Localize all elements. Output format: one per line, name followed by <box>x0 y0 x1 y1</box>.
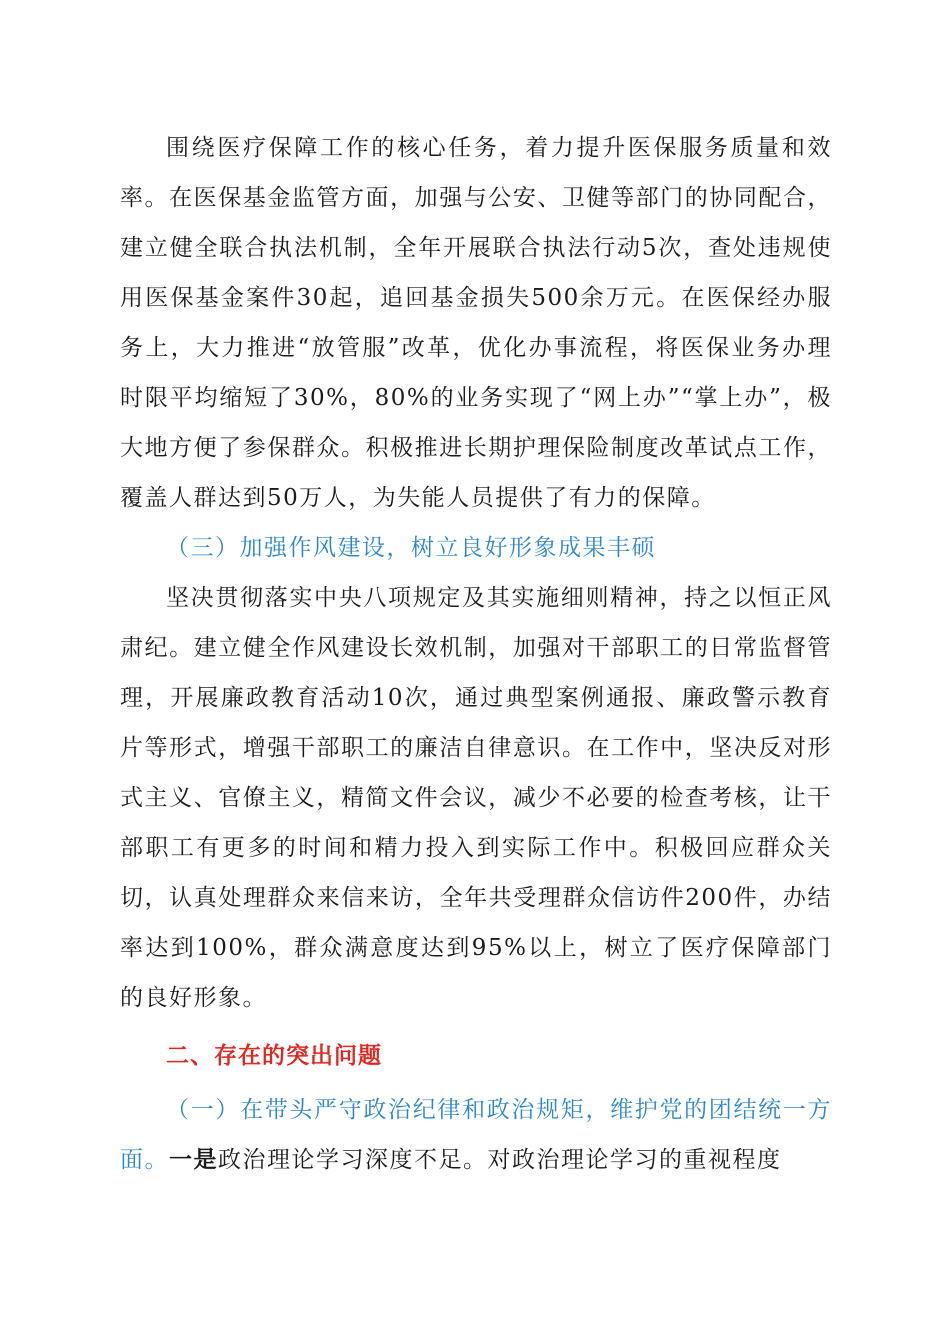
subsection-heading-inline: （一）在带头严守政治纪律和政治规矩，维护党的团结统一方面。 <box>120 1097 832 1173</box>
body-paragraph: 围绕医疗保障工作的核心任务，着力提升医保服务质量和效率。在医保基金监管方面，加强与公安、卫健等部门的协同配合，建立健全联合执法机制，全年开展联合执法行动5次，查处违规使用医保基金案件30起，追回基金损失500余万元。在医保经办服务上，大力推进“放管服”改革，优化办事流程，将医保业务办理时限平均缩短了30%，80%的业务实现了“网上办”“掌上办”，极大地方便了参保群众。积极推进长期护理保险制度改革试点工作，覆盖人群达到50万人，为失能人员提供了有力的保障。 <box>120 135 832 511</box>
body-paragraph: 坚决贯彻落实中央八项规定及其实施细则精神，持之以恒正风肃纪。建立健全作风建设长效机制，加强对干部职工的日常监督管理，开展廉政教育活动10次，通过典型案例通报、廉政警示教育片等形式，增强干部职工的廉洁自律意识。在工作中，坚决反对形式主义、官僚主义，精简文件会议，减少不必要的检查考核，让干部职工有更多的时间和精力投入到实际工作中。积极回应群众关切，认真处理群众来信来访，全年共受理群众信访件200件，办结率达到100%，群众满意度达到95%以上，树立了医疗保障部门的良好形象。 <box>120 585 832 1011</box>
body-text: 政治理论学习深度不足。对政治理论学习的重视程度 <box>218 1147 782 1173</box>
section-heading: 二、存在的突出问题 <box>166 1043 382 1069</box>
emphasis-lead: 一是 <box>169 1146 218 1173</box>
subsection-paragraph <box>120 1085 832 1185</box>
subsection-heading: （三）加强作风建设，树立良好形象成果丰硕 <box>166 535 656 561</box>
document-page <box>120 123 832 1185</box>
